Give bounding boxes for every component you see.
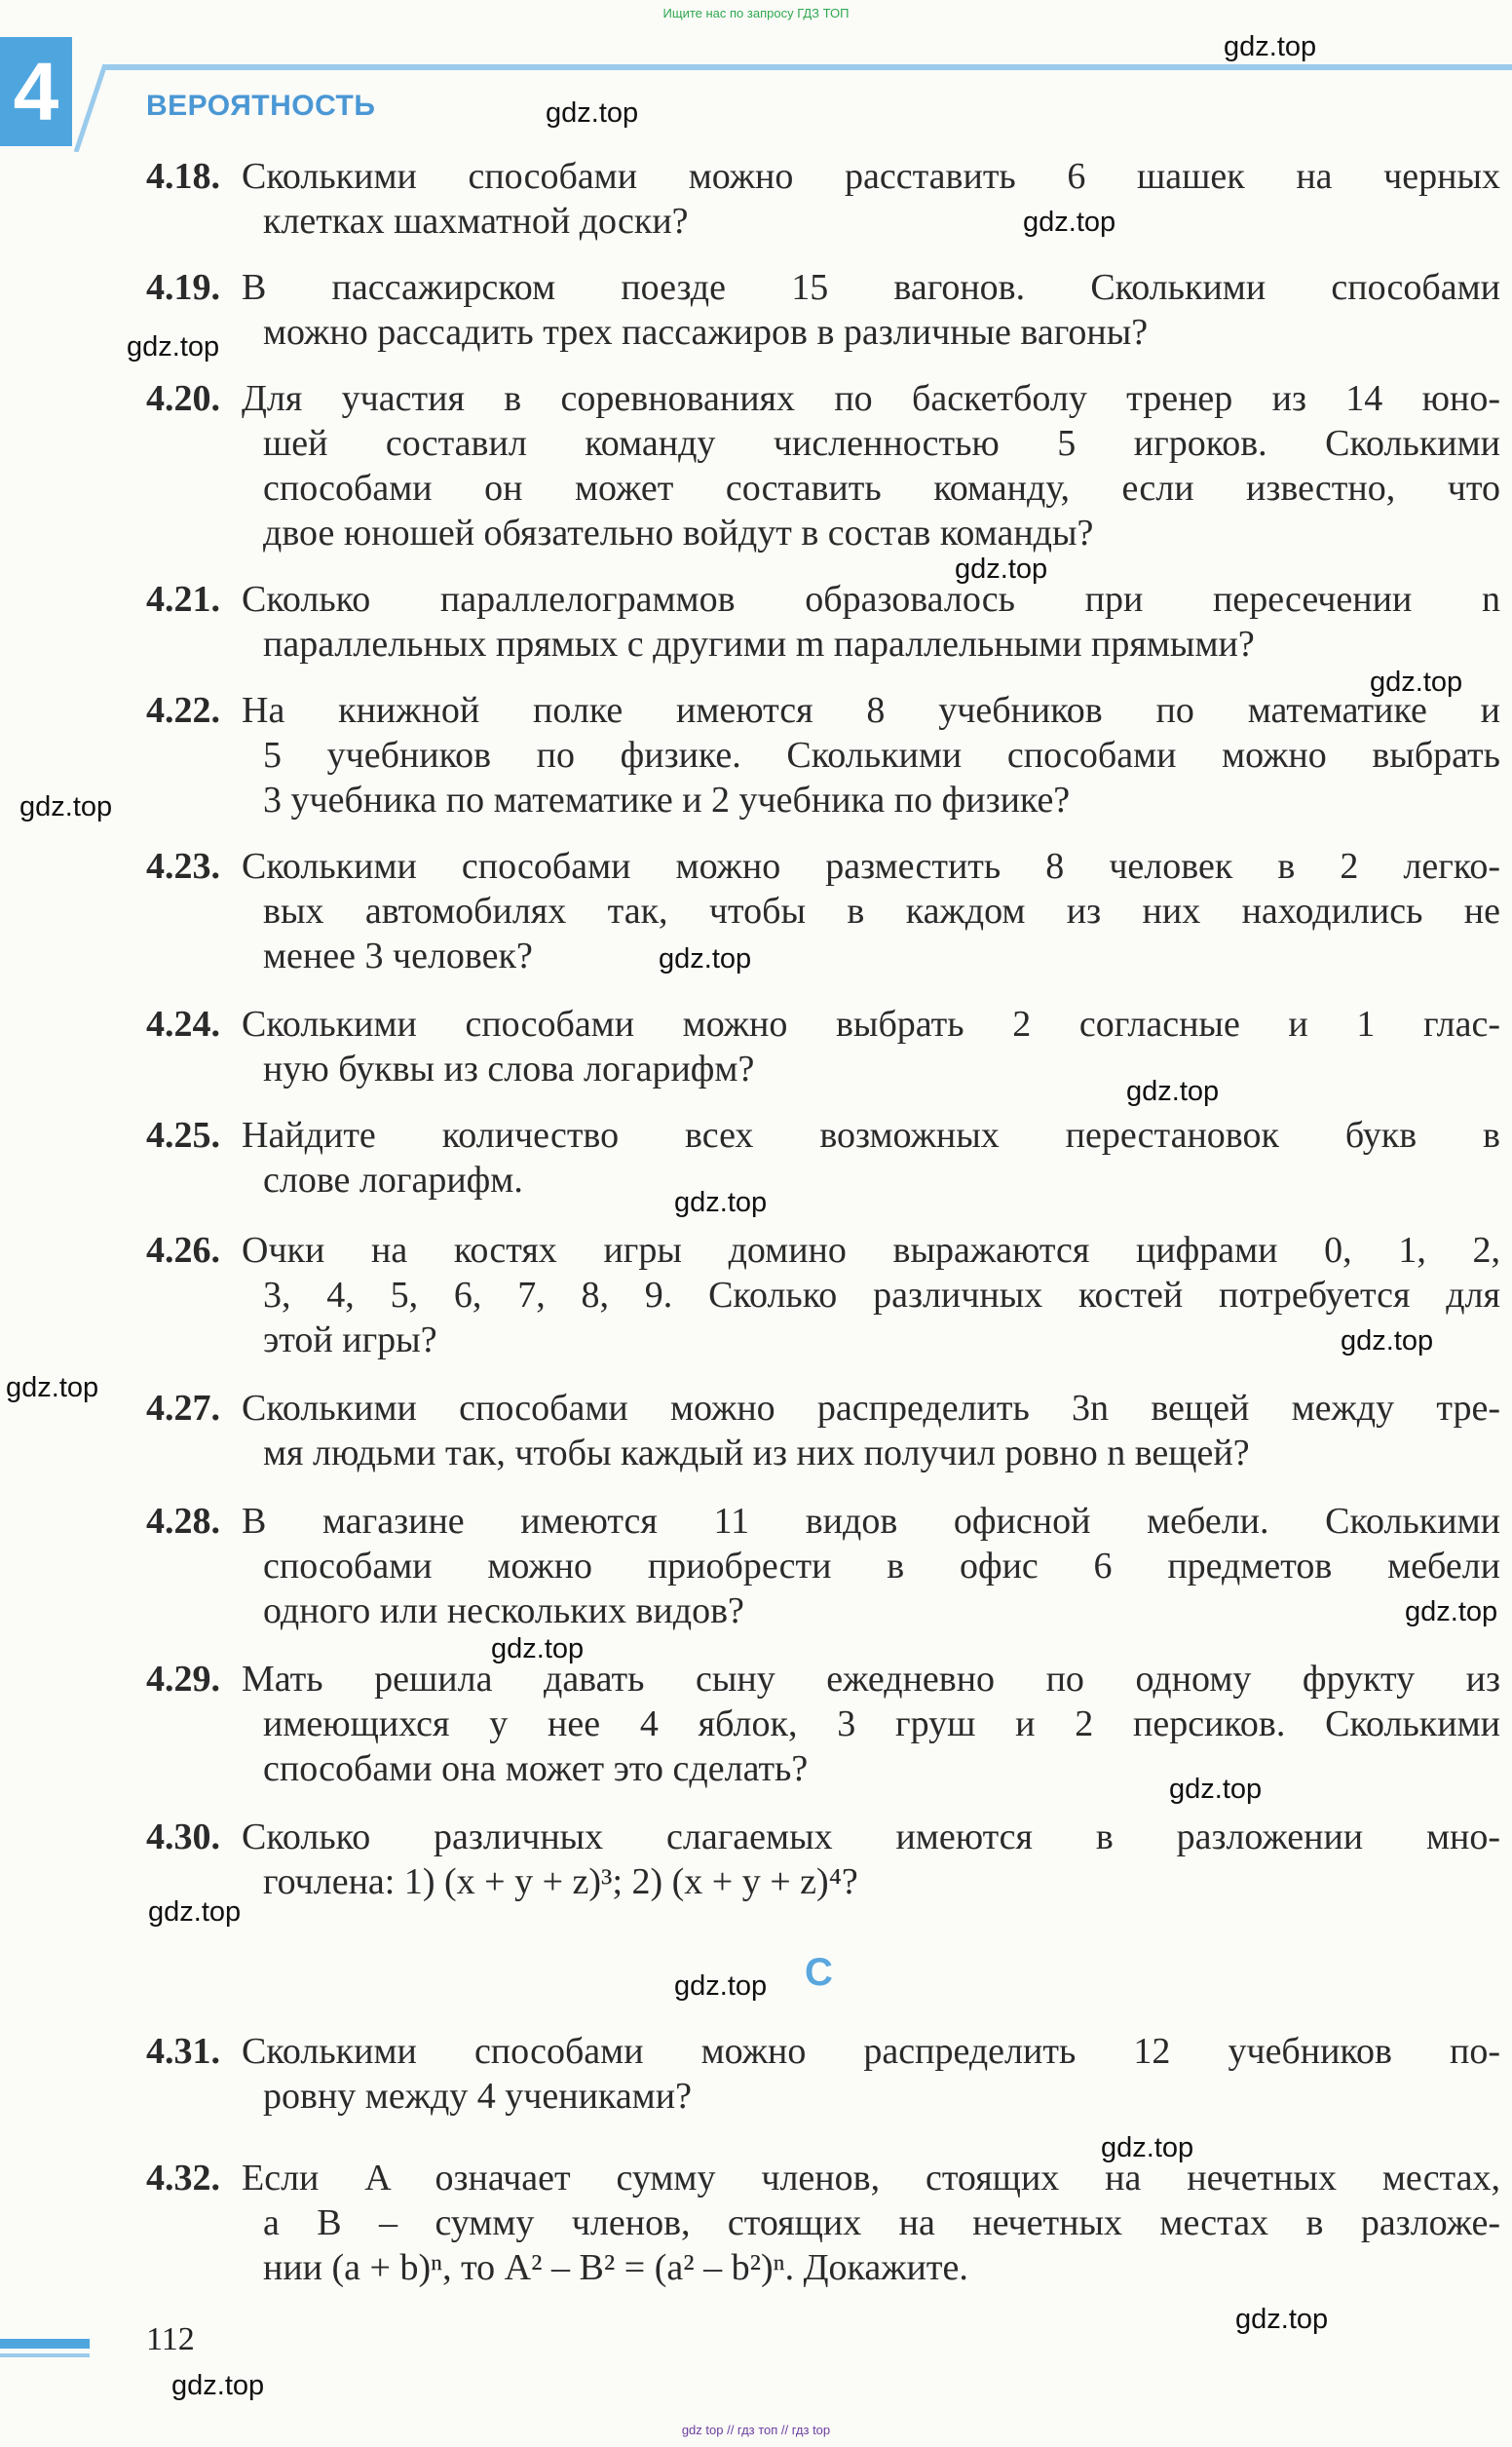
problem-text: мя людьми так, чтобы каждый из них получил ровно n вещей? bbox=[263, 1433, 1250, 1473]
problem-text: гочлена: 1) (x + y + z)³; 2) (x + y + z)⁴? bbox=[263, 1861, 858, 1902]
problem-4-30 bbox=[146, 1815, 1500, 1904]
problem-4-31 bbox=[146, 2029, 1500, 2119]
problem-4-26 bbox=[146, 1228, 1500, 1362]
problem-number: 4.20. bbox=[146, 378, 220, 419]
problem-4-23 bbox=[146, 844, 1500, 978]
problem-text: Сколькими способами можно расставить 6 шашек на черных bbox=[242, 156, 1500, 197]
watermark: gdz.top bbox=[6, 1372, 99, 1403]
problem-text: Очки на костях игры домино выражаются цифрами 0, 1, 2, bbox=[242, 1230, 1500, 1271]
problem-4-18 bbox=[146, 154, 1500, 244]
footer-accent-bar bbox=[0, 2339, 90, 2349]
level-letter: C bbox=[805, 1951, 833, 1994]
watermark: gdz.top bbox=[659, 943, 752, 975]
watermark: gdz.top bbox=[1405, 1596, 1498, 1627]
watermark: gdz.top bbox=[674, 1187, 768, 1218]
watermark: gdz.top bbox=[171, 2370, 265, 2401]
problem-text: Сколькими способами можно выбрать 2 согласные и 1 глас- bbox=[242, 1004, 1500, 1045]
watermark: gdz.top bbox=[1341, 1325, 1434, 1357]
watermark: gdz.top bbox=[546, 97, 639, 129]
problem-text: ную буквы из слова логарифм? bbox=[263, 1049, 755, 1090]
problem-text: Для участия в соревнованиях по баскетболу тренер из 14 юно- bbox=[242, 378, 1500, 419]
watermark: gdz.top bbox=[1126, 1076, 1220, 1107]
problem-4-27 bbox=[146, 1386, 1500, 1475]
problem-number: 4.23. bbox=[146, 846, 220, 887]
problem-number: 4.18. bbox=[146, 156, 220, 197]
header-slash-decoration bbox=[72, 64, 111, 152]
watermark: gdz.top bbox=[19, 791, 113, 822]
chapter-number: 4 bbox=[13, 46, 59, 137]
problem-4-24 bbox=[146, 1002, 1500, 1091]
watermark: gdz.top bbox=[1023, 207, 1116, 238]
problem-text: 5 учебников по физике. Сколькими способами можно выбрать bbox=[263, 735, 1500, 776]
problem-4-19 bbox=[146, 265, 1500, 355]
problem-text: Сколько параллелограммов образовалось при пересечении n bbox=[242, 579, 1500, 620]
problem-number: 4.29. bbox=[146, 1659, 220, 1700]
problem-text: Мать решила давать сыну ежедневно по одному фрукту из bbox=[242, 1659, 1500, 1700]
problem-number: 4.25. bbox=[146, 1115, 220, 1156]
problem-text: В магазине имеются 11 видов офисной мебели. Сколькими bbox=[242, 1501, 1500, 1542]
watermark: gdz.top bbox=[1370, 667, 1463, 698]
watermark: gdz.top bbox=[1235, 2304, 1329, 2335]
problem-text: шей составил команду численностью 5 игроков. Сколькими bbox=[263, 423, 1500, 464]
problem-4-28 bbox=[146, 1499, 1500, 1633]
problem-number: 4.19. bbox=[146, 267, 220, 308]
problem-text: 3, 4, 5, 6, 7, 8, 9. Сколько различных костей потребуется для bbox=[263, 1275, 1500, 1316]
problem-text: слове логарифм. bbox=[263, 1160, 523, 1201]
watermark: gdz.top bbox=[491, 1633, 585, 1664]
problem-4-29 bbox=[146, 1657, 1500, 1791]
problem-4-21 bbox=[146, 577, 1500, 667]
problem-text: двое юношей обязательно войдут в состав команды? bbox=[263, 513, 1094, 554]
problem-text: ровну между 4 учениками? bbox=[263, 2076, 692, 2117]
problem-text: клетках шахматной доски? bbox=[263, 201, 689, 242]
problem-4-20 bbox=[146, 376, 1500, 555]
watermark: gdz.top bbox=[127, 331, 220, 363]
problem-text: На книжной полке имеются 8 учебников по математике и bbox=[242, 690, 1500, 731]
problem-number: 4.32. bbox=[146, 2158, 220, 2198]
problem-text: параллельных прямых с другими m параллельными прямыми? bbox=[263, 624, 1255, 665]
problem-text: Если A означает сумму членов, стоящих на нечетных местах, bbox=[242, 2158, 1500, 2198]
problem-4-25 bbox=[146, 1113, 1500, 1203]
problem-text: способами она может это сделать? bbox=[263, 1748, 809, 1789]
problem-text: 3 учебника по математике и 2 учебника по физике? bbox=[263, 780, 1071, 821]
problem-text: вых автомобилях так, чтобы в каждом из них находились не bbox=[263, 891, 1500, 932]
problem-text: Сколько различных слагаемых имеются в разложении мно- bbox=[242, 1816, 1500, 1857]
problem-text: можно рассадить трех пассажиров в различные вагоны? bbox=[263, 312, 1149, 353]
problem-text: Сколькими способами можно распределить 3n вещей между тре- bbox=[242, 1388, 1500, 1429]
watermark: gdz.top bbox=[148, 1896, 242, 1928]
problem-number: 4.21. bbox=[146, 579, 220, 620]
page-number: 112 bbox=[146, 2321, 195, 2357]
problem-4-32 bbox=[146, 2156, 1500, 2290]
bottom-note: gdz top // гдз топ // гдз top bbox=[681, 2423, 831, 2437]
problem-text: а B – сумму членов, стоящих на нечетных местах в разложе- bbox=[263, 2202, 1500, 2243]
watermark: gdz.top bbox=[1101, 2132, 1194, 2163]
problem-text: менее 3 человек? bbox=[263, 936, 533, 976]
watermark: gdz.top bbox=[955, 554, 1048, 585]
header-rule bbox=[102, 64, 1512, 70]
problem-number: 4.30. bbox=[146, 1816, 220, 1857]
problem-text: Сколькими способами можно распределить 12 учебников по- bbox=[242, 2031, 1500, 2072]
problem-number: 4.28. bbox=[146, 1501, 220, 1542]
problem-4-22 bbox=[146, 688, 1500, 822]
problem-number: 4.22. bbox=[146, 690, 220, 731]
watermark: gdz.top bbox=[674, 1970, 768, 2002]
problem-text: Найдите количество всех возможных перестановок букв в bbox=[242, 1115, 1500, 1156]
watermark: gdz.top bbox=[1169, 1774, 1263, 1805]
problem-number: 4.31. bbox=[146, 2031, 220, 2072]
problem-number: 4.26. bbox=[146, 1230, 220, 1271]
section-title: ВЕРОЯТНОСТЬ bbox=[146, 90, 376, 122]
problem-number: 4.24. bbox=[146, 1004, 220, 1045]
watermark: gdz.top bbox=[1224, 31, 1317, 62]
problem-text: имеющихся у нее 4 яблок, 3 груш и 2 персиков. Сколькими bbox=[263, 1703, 1500, 1744]
problem-text: этой игры? bbox=[263, 1319, 437, 1360]
problem-text: способами он может составить команду, если известно, что bbox=[263, 468, 1500, 509]
problem-text: нии (a + b)ⁿ, то A² – B² = (a² – b²)ⁿ. Докажите. bbox=[263, 2247, 968, 2288]
problem-text: способами можно приобрести в офис 6 предметов мебели bbox=[263, 1546, 1500, 1587]
problem-text: Сколькими способами можно разместить 8 человек в 2 легко- bbox=[242, 846, 1500, 887]
top-note: Ищите нас по запросу ГДЗ ТОП bbox=[662, 6, 850, 20]
problem-text: одного или нескольких видов? bbox=[263, 1590, 744, 1631]
problem-number: 4.27. bbox=[146, 1388, 220, 1429]
footer-accent-line bbox=[0, 2353, 90, 2357]
problem-text: В пассажирском поезде 15 вагонов. Сколькими способами bbox=[242, 267, 1500, 308]
